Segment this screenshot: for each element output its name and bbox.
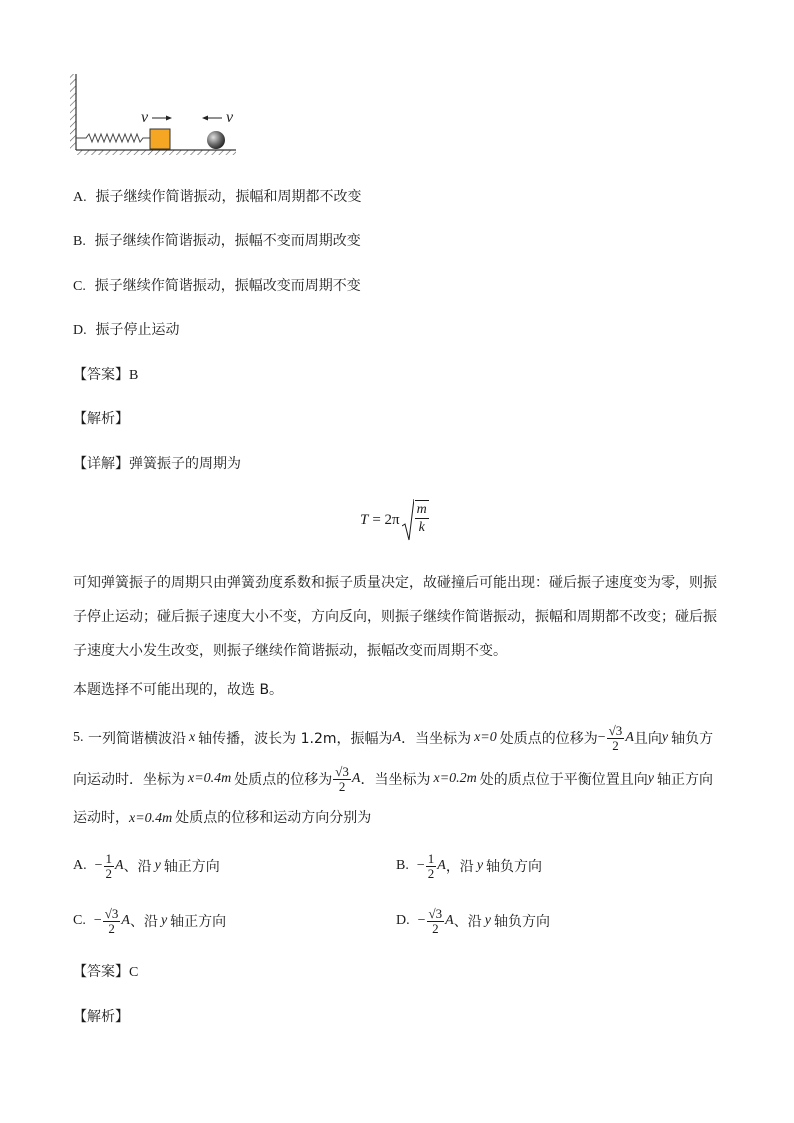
oscillator-block	[150, 129, 170, 149]
q5-stem-line3: 运动时，x=0.4m 处质点的位移和运动方向分别为	[73, 810, 372, 826]
q5-option-c: C. − $\frac{√3}{2}$ A 、沿 y 轴正方向	[73, 905, 227, 936]
q4-option-a: A. 振子继续作简谐振动，振幅和周期都不改变	[73, 189, 362, 205]
velocity-label-right: v	[226, 109, 234, 126]
q5-answer: 【答案】C	[73, 964, 139, 980]
q4-conclusion: 本题选择不可能出现的，故选 B。	[73, 682, 284, 698]
q5-option-d: D. − $\frac{√3}{2}$ A 、沿 y 轴负方向	[396, 905, 550, 936]
q5-option-a: A. − $\frac{1}{2}$ A 、沿 y 轴正方向	[73, 850, 220, 881]
q4-option-c: C. 振子继续作简谐振动，振幅改变而周期不变	[73, 278, 361, 294]
q4-option-d: D. 振子停止运动	[73, 322, 180, 338]
q4-analysis-tag: 【解析】	[73, 411, 129, 427]
q5-stem-line1: 5. 一列简谐横波沿 x 轴传播，波长为 1.2m，振幅为 A ．当坐标为 x=0 处质点的位移为 − $\frac{√3}{2}$ A 且向 y 轴负方	[73, 722, 714, 753]
ball	[207, 131, 225, 149]
wall	[70, 74, 76, 150]
q4-answer: 【答案】B	[73, 367, 139, 383]
velocity-label-left: v	[141, 109, 149, 126]
spring	[76, 134, 150, 142]
q5-stem-line2: 向运动时．坐标为 x=0.4m 处质点的位移为 $\frac{√3}{2}$ A ．当坐标为 x=0.2m 处的质点位于平衡位置且向 y 轴正方向	[73, 763, 713, 794]
q4-option-b: B. 振子继续作简谐振动，振幅不变而周期改变	[73, 233, 361, 249]
sqrt-sign	[402, 498, 414, 542]
q5-analysis-tag: 【解析】	[73, 1009, 129, 1025]
q4-explanation: 可知弹簧振子的周期只由弹簧劲度系数和振子质量决定，故碰撞后可能出现：碰后振子速度变为零，则振子停止运动；碰后振子速度大小不变，方向反向，则振子继续作简谐振动，振幅和周期都不改变；碰后振子速度大小发生改变，则振子继续作简谐振动，振幅改变而周期不变。	[73, 575, 717, 659]
period-formula: T = 2π $\frac{m}{k}$	[360, 496, 430, 544]
q5-option-b: B. − $\frac{1}{2}$ A ，沿 y 轴负方向	[396, 850, 543, 881]
q4-detail: 【详解】弹簧振子的周期为	[73, 456, 241, 472]
spring-oscillator-figure	[68, 72, 248, 158]
floor	[76, 150, 236, 155]
